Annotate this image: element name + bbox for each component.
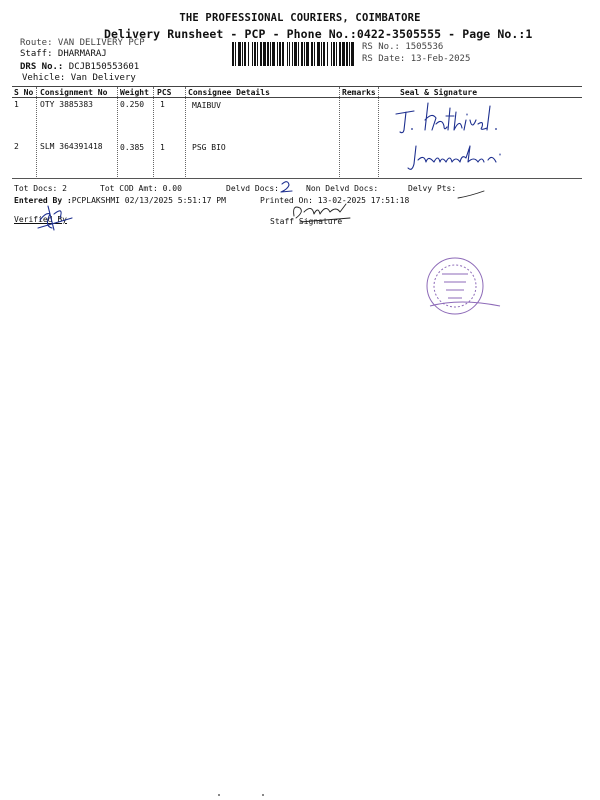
barcode-bar bbox=[333, 42, 335, 66]
barcode-bar bbox=[242, 42, 243, 66]
verified-by-label: Verified By bbox=[14, 215, 67, 224]
scan-speck bbox=[218, 794, 220, 796]
barcode-bar bbox=[301, 42, 303, 66]
barcode-bar bbox=[263, 42, 266, 66]
drs-number bbox=[20, 62, 139, 72]
staff-signature-label: Staff Signature bbox=[270, 217, 343, 226]
table-top-rule bbox=[12, 86, 582, 87]
scan-speck bbox=[262, 794, 264, 796]
col-header-remarks: Remarks bbox=[342, 88, 376, 97]
tot-cod-amt: Tot COD Amt: 0.00 bbox=[100, 184, 182, 193]
barcode-bar bbox=[244, 42, 246, 66]
barcode-bar bbox=[336, 42, 337, 66]
delvy-pts: Delvy Pts: bbox=[408, 184, 457, 193]
barcode-bar bbox=[321, 42, 322, 66]
barcode-bar bbox=[252, 42, 253, 66]
col-divider bbox=[36, 87, 37, 177]
rs-number: RS No.: 1505536 bbox=[362, 42, 444, 52]
barcode-bar bbox=[351, 42, 354, 66]
runsheet-title: Delivery Runsheet - PCP - Phone No.:0422-3505555 - Page No.:1 bbox=[104, 27, 533, 41]
barcode-bar bbox=[339, 42, 341, 66]
row-consignee: MAIBUV bbox=[192, 101, 221, 110]
barcode-bar bbox=[317, 42, 320, 66]
company-name: THE PROFESSIONAL COURIERS, COIMBATORE bbox=[179, 12, 421, 24]
table-bottom-rule bbox=[12, 178, 582, 179]
barcode-bar bbox=[327, 42, 328, 66]
col-header-consignee: Consignee Details bbox=[188, 88, 270, 97]
barcode-bar bbox=[277, 42, 278, 66]
seal-signature-2 bbox=[406, 142, 516, 176]
route-label: Route: VAN DELIVERY PCP bbox=[20, 38, 145, 48]
barcode-bar bbox=[254, 42, 256, 66]
drs-value: DCJB150553601 bbox=[68, 62, 140, 72]
non-delvd-docs: Non Delvd Docs: bbox=[306, 184, 379, 193]
barcode-bar bbox=[298, 42, 299, 66]
row-consignee: PSG BIO bbox=[192, 143, 226, 152]
row-pcs: 1 bbox=[160, 143, 165, 152]
barcode bbox=[232, 42, 356, 66]
barcode-bar bbox=[272, 42, 275, 66]
table-header-rule bbox=[12, 97, 582, 98]
delvd-docs: Delvd Docs: bbox=[226, 184, 279, 193]
row-sno: 2 bbox=[14, 142, 19, 151]
barcode-bar bbox=[238, 42, 241, 66]
printed-on: Printed On: 13-02-2025 17:51:18 bbox=[260, 196, 410, 205]
barcode-bar bbox=[323, 42, 325, 66]
delvy-pts-pen-mark bbox=[456, 188, 486, 200]
barcode-bar bbox=[292, 42, 293, 66]
col-divider bbox=[378, 87, 379, 177]
row-weight: 0.250 bbox=[120, 100, 145, 109]
entered-by-label: Entered By : bbox=[14, 196, 72, 205]
barcode-bar bbox=[311, 42, 313, 66]
barcode-bar bbox=[289, 42, 290, 66]
row-consignment: SLM 364391418 bbox=[40, 142, 103, 151]
barcode-bar bbox=[279, 42, 281, 66]
col-header-consignment: Consignment No bbox=[40, 88, 108, 97]
barcode-bar bbox=[346, 42, 348, 66]
delivery-stamp bbox=[420, 252, 504, 318]
col-header-sno: S No bbox=[14, 88, 34, 97]
staff-label: Staff: DHARMARAJ bbox=[20, 49, 107, 59]
delvd-docs-handwritten bbox=[279, 180, 295, 194]
col-divider bbox=[117, 87, 118, 177]
barcode-bar bbox=[314, 42, 315, 66]
tot-docs: Tot Docs: 2 bbox=[14, 184, 67, 193]
seal-signature-1 bbox=[392, 100, 522, 140]
verified-by-signature bbox=[36, 200, 76, 234]
drs-label: DRS No.: bbox=[20, 62, 64, 72]
col-header-pcs: PCS bbox=[157, 88, 172, 97]
row-pcs: 1 bbox=[160, 100, 165, 109]
rs-date: RS Date: 13-Feb-2025 bbox=[362, 54, 471, 64]
barcode-bar bbox=[331, 42, 332, 66]
col-header-seal: Seal & Signature bbox=[400, 88, 478, 97]
row-consignment: OTY 3885383 bbox=[40, 100, 93, 109]
barcode-bar bbox=[282, 42, 284, 66]
barcode-bar bbox=[260, 42, 262, 66]
vehicle-label: Vehicle: Van Delivery bbox=[22, 73, 136, 83]
barcode-bar bbox=[270, 42, 271, 66]
row-sno: 1 bbox=[14, 100, 19, 109]
col-header-weight: Weight bbox=[120, 88, 149, 97]
barcode-bar bbox=[235, 42, 236, 66]
barcode-bar bbox=[248, 42, 249, 66]
row-weight: 0.385 bbox=[120, 143, 145, 152]
entered-by-value: PCPLAKSHMI 02/13/2025 5:51:17 PM bbox=[71, 196, 226, 205]
col-divider bbox=[185, 87, 186, 177]
barcode-bar bbox=[294, 42, 297, 66]
barcode-bar bbox=[349, 42, 350, 66]
barcode-bar bbox=[342, 42, 345, 66]
barcode-bar bbox=[257, 42, 258, 66]
barcode-bar bbox=[267, 42, 269, 66]
col-divider bbox=[339, 87, 340, 177]
barcode-bar bbox=[287, 42, 288, 66]
barcode-bar bbox=[304, 42, 305, 66]
staff-signature bbox=[290, 198, 360, 224]
col-divider bbox=[153, 87, 154, 177]
barcode-bar bbox=[306, 42, 309, 66]
barcode-bar bbox=[232, 42, 234, 66]
